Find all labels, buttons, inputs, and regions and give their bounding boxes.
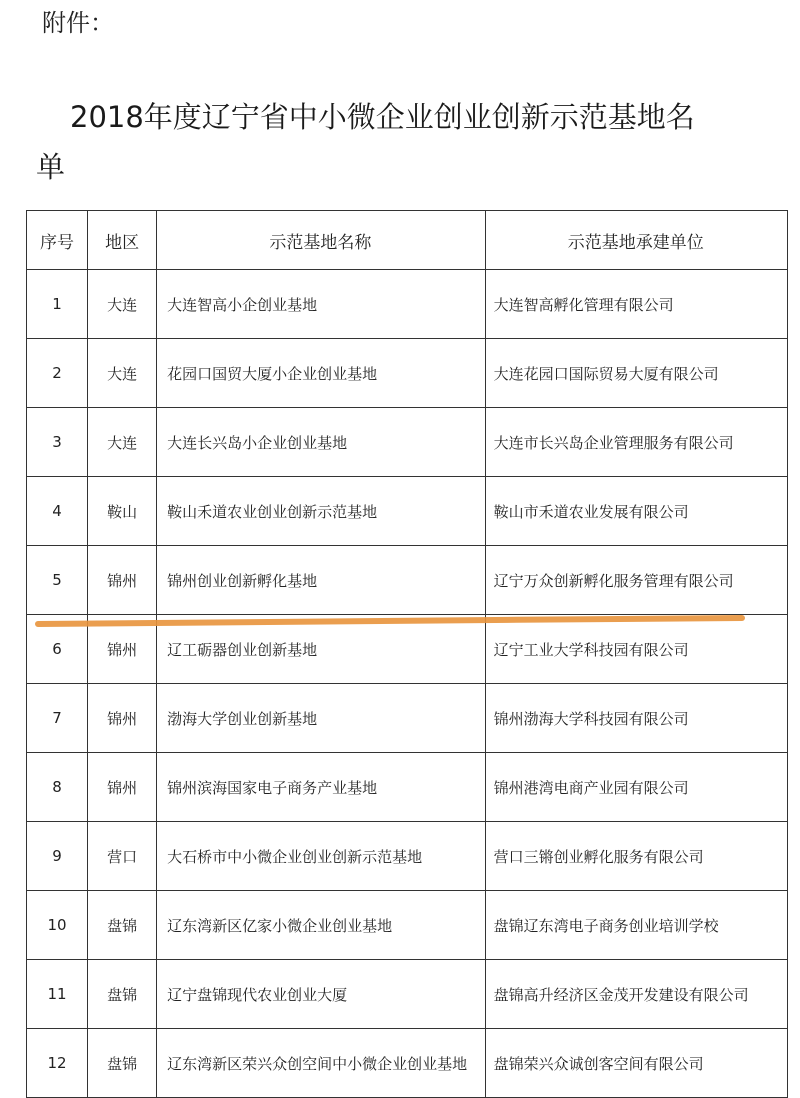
table-row — [27, 339, 788, 408]
row-region: 盘锦 — [88, 960, 157, 1029]
row-host-unit: 大连智高孵化管理有限公司 — [485, 270, 787, 339]
table-row — [27, 753, 788, 822]
row-base-name: 花园口国贸大厦小企业创业基地 — [157, 339, 485, 408]
row-no: 5 — [27, 546, 88, 615]
row-no: 4 — [27, 477, 88, 546]
header-base-name: 示范基地名称 — [157, 211, 485, 270]
row-region: 锦州 — [88, 546, 157, 615]
row-no: 2 — [27, 339, 88, 408]
header-no: 序号 — [27, 211, 88, 270]
row-no: 3 — [27, 408, 88, 477]
row-no: 6 — [27, 615, 88, 684]
table-row — [27, 1029, 788, 1098]
table-row — [27, 891, 788, 960]
row-base-name: 锦州创业创新孵化基地 — [157, 546, 485, 615]
row-host-unit: 盘锦高升经济区金茂开发建设有限公司 — [485, 960, 787, 1029]
table-row — [27, 684, 788, 753]
base-list-table — [26, 210, 788, 1098]
row-base-name: 大连长兴岛小企业创业基地 — [157, 408, 485, 477]
row-region: 大连 — [88, 408, 157, 477]
row-host-unit: 营口三锵创业孵化服务有限公司 — [485, 822, 787, 891]
row-host-unit: 锦州港湾电商产业园有限公司 — [485, 753, 787, 822]
row-host-unit: 辽宁工业大学科技园有限公司 — [485, 615, 787, 684]
row-host-unit: 大连花园口国际贸易大厦有限公司 — [485, 339, 787, 408]
row-base-name: 大石桥市中小微企业创业创新示范基地 — [157, 822, 485, 891]
row-base-name: 辽工砺器创业创新基地 — [157, 615, 485, 684]
row-region: 大连 — [88, 270, 157, 339]
table-header-row — [27, 211, 788, 270]
row-host-unit: 锦州渤海大学科技园有限公司 — [485, 684, 787, 753]
row-region: 鞍山 — [88, 477, 157, 546]
row-host-unit: 鞍山市禾道农业发展有限公司 — [485, 477, 787, 546]
table-row — [27, 822, 788, 891]
row-host-unit: 辽宁万众创新孵化服务管理有限公司 — [485, 546, 787, 615]
document-title: 2018年度辽宁省中小微企业创业创新示范基地名单 — [36, 100, 695, 184]
row-region: 锦州 — [88, 753, 157, 822]
header-host-unit: 示范基地承建单位 — [485, 211, 787, 270]
row-no: 11 — [27, 960, 88, 1029]
row-no: 7 — [27, 684, 88, 753]
row-no: 9 — [27, 822, 88, 891]
row-region: 锦州 — [88, 684, 157, 753]
table-row — [27, 615, 788, 684]
row-base-name: 大连智高小企创业基地 — [157, 270, 485, 339]
row-base-name: 鞍山禾道农业创业创新示范基地 — [157, 477, 485, 546]
row-base-name: 辽宁盘锦现代农业创业大厦 — [157, 960, 485, 1029]
row-base-name: 渤海大学创业创新基地 — [157, 684, 485, 753]
attachment-label: 附件： — [42, 9, 114, 37]
row-region: 盘锦 — [88, 891, 157, 960]
table-row — [27, 960, 788, 1029]
row-no: 10 — [27, 891, 88, 960]
table-row — [27, 546, 788, 615]
row-no: 1 — [27, 270, 88, 339]
row-base-name: 锦州滨海国家电子商务产业基地 — [157, 753, 485, 822]
row-base-name: 辽东湾新区荣兴众创空间中小微企业创业基地 — [157, 1029, 485, 1098]
row-region: 大连 — [88, 339, 157, 408]
row-region: 锦州 — [88, 615, 157, 684]
table-row — [27, 408, 788, 477]
row-host-unit: 大连市长兴岛企业管理服务有限公司 — [485, 408, 787, 477]
row-host-unit: 盘锦辽东湾电子商务创业培训学校 — [485, 891, 787, 960]
table-row — [27, 477, 788, 546]
row-no: 8 — [27, 753, 88, 822]
row-host-unit: 盘锦荣兴众诚创客空间有限公司 — [485, 1029, 787, 1098]
row-no: 12 — [27, 1029, 88, 1098]
row-region: 盘锦 — [88, 1029, 157, 1098]
row-region: 营口 — [88, 822, 157, 891]
header-region: 地区 — [88, 211, 157, 270]
row-base-name: 辽东湾新区亿家小微企业创业基地 — [157, 891, 485, 960]
table-row — [27, 270, 788, 339]
